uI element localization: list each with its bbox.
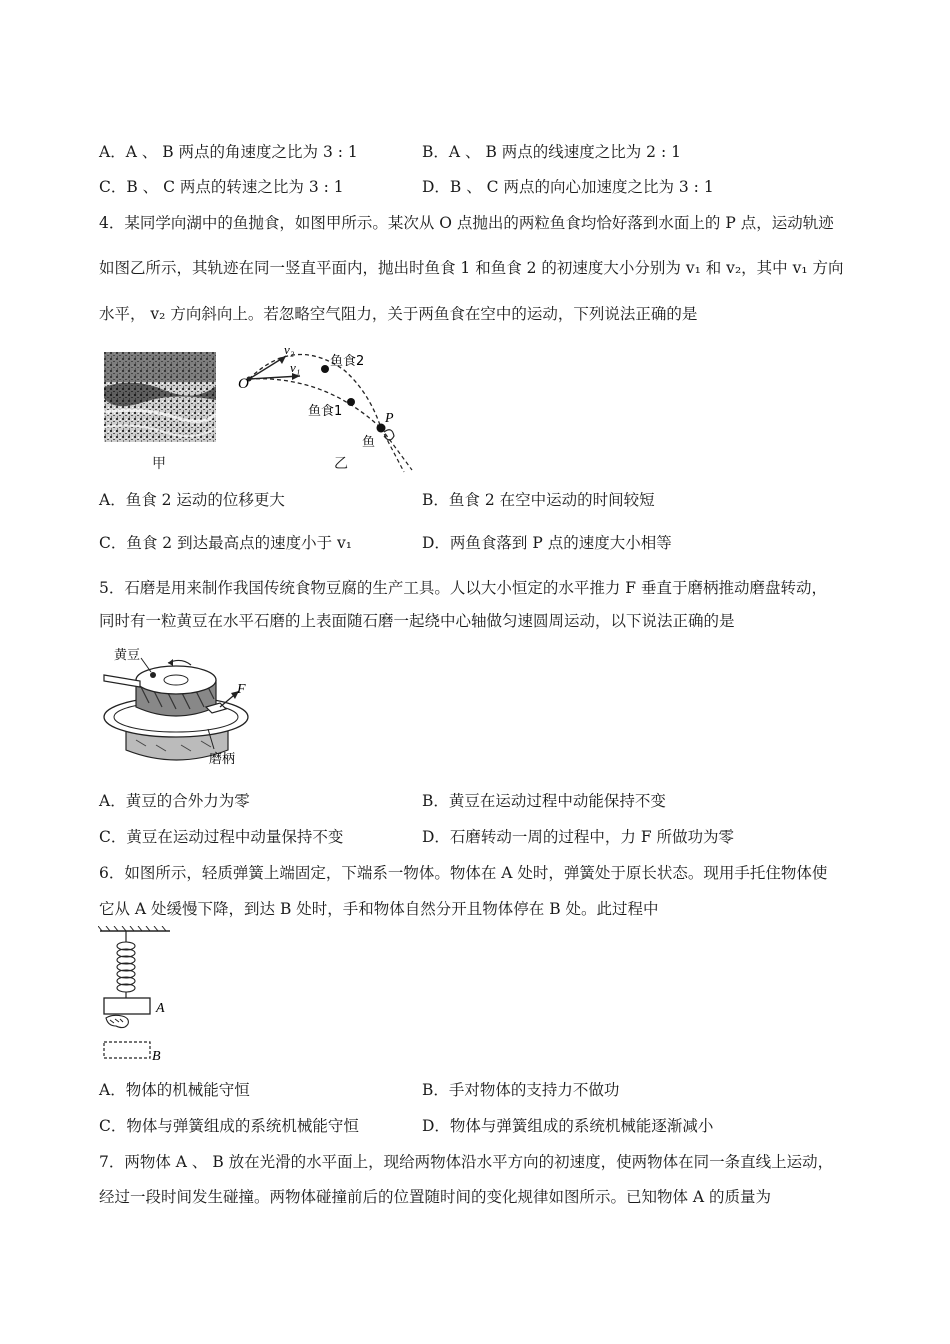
figure-yi-caption: 乙: [334, 456, 348, 472]
q5-option-d: D．石磨转动一周的过程中，力 F 所做功为零: [422, 828, 735, 846]
q4-option-b: B．鱼食 2 在空中运动的时间较短: [422, 491, 655, 509]
q4-option-c: C．鱼食 2 到达最高点的速度小于 v₁: [99, 534, 352, 552]
q4-option-d: D．两鱼食落到 P 点的速度大小相等: [422, 534, 672, 552]
q6-option-d: D．物体与弹簧组成的系统机械能逐渐减小: [422, 1117, 714, 1135]
label-a: A: [156, 1001, 165, 1016]
label-v2: v₂: [284, 342, 295, 357]
q6-option-c: C．物体与弹簧组成的系统机械能守恒: [99, 1117, 359, 1135]
q5-option-b: B．黄豆在运动过程中动能保持不变: [422, 792, 666, 810]
q6-option-a: A．物体的机械能守恒: [99, 1081, 250, 1099]
q6-option-b: B．手对物体的支持力不做功: [422, 1081, 620, 1099]
q3-option-a: A．A 、 B 两点的角速度之比为 3 : 1: [99, 143, 358, 161]
q7-text-line-2: 经过一段时间发生碰撞。两物体碰撞前后的位置随时间的变化规律如图所示。已知物体 A 的质量为: [99, 1188, 772, 1206]
q4-text-line-2: 如图乙所示，其轨迹在同一竖直平面内，抛出时鱼食 1 和鱼食 2 的初速度大小分别为 v₁ 和 v₂，其中 v₁ 方向: [99, 259, 844, 277]
q5-text-line-2: 同时有一粒黄豆在水平石磨的上表面随石磨一起绕中心轴做匀速圆周运动，以下说法正确的是: [99, 612, 735, 630]
label-food-2: 鱼食2: [330, 354, 365, 369]
label-p: P: [385, 411, 394, 426]
label-o: O: [238, 376, 249, 392]
q5-option-c: C．黄豆在运动过程中动量保持不变: [99, 828, 344, 846]
q4-option-a: A．鱼食 2 运动的位移更大: [99, 491, 285, 509]
label-b: B: [152, 1049, 161, 1064]
label-force: F: [237, 682, 246, 697]
q3-option-c: C．B 、 C 两点的转速之比为 3 : 1: [99, 178, 344, 196]
millstone-diagram: [96, 645, 256, 775]
lake-photo: [104, 352, 216, 442]
label-food-1: 鱼食1: [308, 404, 343, 419]
q4-text-line-1: 4．某同学向湖中的鱼抛食，如图甲所示。某次从 O 点抛出的两粒鱼食均恰好落到水面上的 P 点，运动轨迹: [99, 214, 834, 232]
label-fish: 鱼: [362, 435, 376, 450]
spring-diagram: [98, 926, 178, 1066]
q3-option-b: B．A 、 B 两点的线速度之比为 2 : 1: [422, 143, 681, 161]
label-bean: 黄豆: [114, 648, 141, 663]
q5-option-a: A．黄豆的合外力为零: [99, 792, 250, 810]
label-v1: v₁: [290, 360, 301, 375]
q5-text-line-1: 5．石磨是用来制作我国传统食物豆腐的生产工具。人以大小恒定的水平推力 F 垂直于磨柄推动磨盘转动，: [99, 579, 827, 597]
q4-text-line-3: 水平， v₂ 方向斜向上。若忽略空气阻力，关于两鱼食在空中的运动，下列说法正确的是: [99, 305, 698, 323]
figure-jia-caption: 甲: [152, 456, 166, 472]
q6-text-line-2: 它从 A 处缓慢下降，到达 B 处时，手和物体自然分开且物体停在 B 处。此过程中: [99, 900, 659, 918]
q7-text-line-1: 7．两物体 A 、 B 放在光滑的水平面上，现给两物体沿水平方向的初速度，使两物体在同一条直线上运动，: [99, 1153, 834, 1171]
q3-option-d: D．B 、 C 两点的向心加速度之比为 3 : 1: [422, 178, 714, 196]
label-handle: 磨柄: [209, 752, 236, 767]
q6-text-line-1: 6．如图所示，轻质弹簧上端固定，下端系一物体。物体在 A 处时，弹簧处于原长状态。现用手托住物体使: [99, 864, 828, 882]
